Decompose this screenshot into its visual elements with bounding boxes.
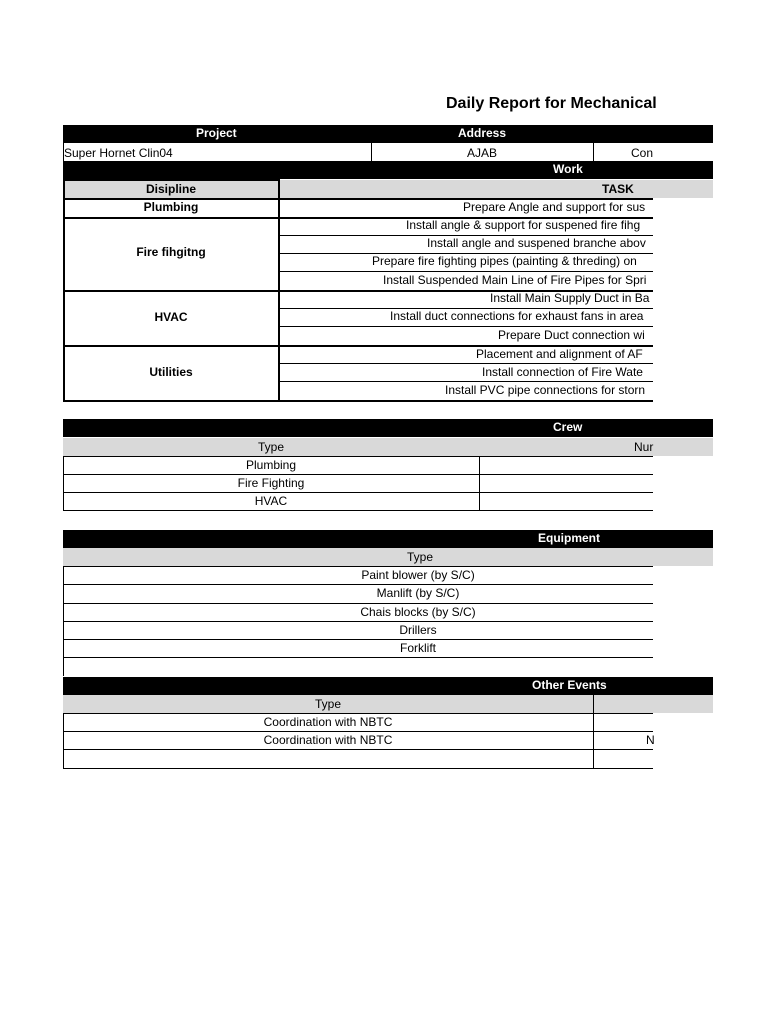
crew-number-header: Nur: [634, 440, 654, 454]
other-events-row: Coordination with NBTC: [263, 715, 393, 729]
task-item: Install connection of Fire Wate: [482, 365, 643, 379]
discipline-utilities: Utilities: [149, 365, 193, 379]
task-item: Install duct connections for exhaust fans in area: [390, 309, 644, 323]
discipline-plumbing: Plumbing: [143, 200, 199, 214]
task-item: Prepare Angle and support for sus: [463, 200, 646, 214]
other-events-type-header: Type: [314, 697, 341, 711]
other-events-extra-value: N: [646, 733, 655, 747]
work-band-label: Work: [553, 162, 583, 176]
task-item: Install Main Supply Duct in Ba: [490, 291, 650, 305]
discipline-hvac: HVAC: [154, 310, 188, 324]
header-extra-value: Con: [631, 146, 654, 160]
task-item: Install angle and suspened branche abov: [427, 236, 646, 250]
equipment-band-label: Equipment: [538, 531, 600, 545]
equipment-row: Forklift: [400, 641, 436, 655]
task-item: Install PVC pipe connections for storn: [445, 383, 646, 397]
task-item: Install angle & support for suspened fire fihg: [406, 218, 641, 232]
task-item: Placement and alignment of AF: [476, 347, 643, 361]
equipment-row: Chais blocks (by S/C): [360, 605, 476, 619]
address-label: Address: [458, 126, 507, 140]
crew-row-fire-fighting: Fire Fighting: [237, 476, 305, 490]
equipment-row: Manlift (by S/C): [376, 586, 460, 600]
equipment-row: Drillers: [399, 623, 437, 637]
project-label: Project: [196, 126, 237, 140]
project-value: Super Hornet Clin04: [64, 146, 173, 160]
equipment-type-header-text: Type: [406, 550, 433, 564]
equipment-row: Paint blower (by S/C): [361, 568, 475, 582]
crew-row-plumbing: Plumbing: [245, 458, 297, 472]
report-title: Daily Report for Mechanical: [446, 95, 657, 112]
crew-band-label: Crew: [553, 420, 583, 434]
task-item: Prepare Duct connection wi: [498, 328, 645, 342]
other-events-row: Coordination with NBTC: [263, 733, 393, 747]
address-value: AJAB: [466, 146, 497, 160]
task-item: Install Suspended Main Line of Fire Pipes for Spri: [383, 273, 647, 287]
task-column-header: TASK: [602, 182, 634, 196]
other-events-band-label: Other Events: [532, 678, 607, 692]
crew-type-header: Type: [257, 440, 284, 454]
crew-row-hvac: HVAC: [254, 494, 288, 508]
discipline-column-header: Disipline: [145, 182, 196, 196]
discipline-fire-fighting: Fire fihgitng: [136, 245, 206, 259]
task-item: Prepare fire fighting pipes (painting & threding) on: [372, 254, 637, 268]
